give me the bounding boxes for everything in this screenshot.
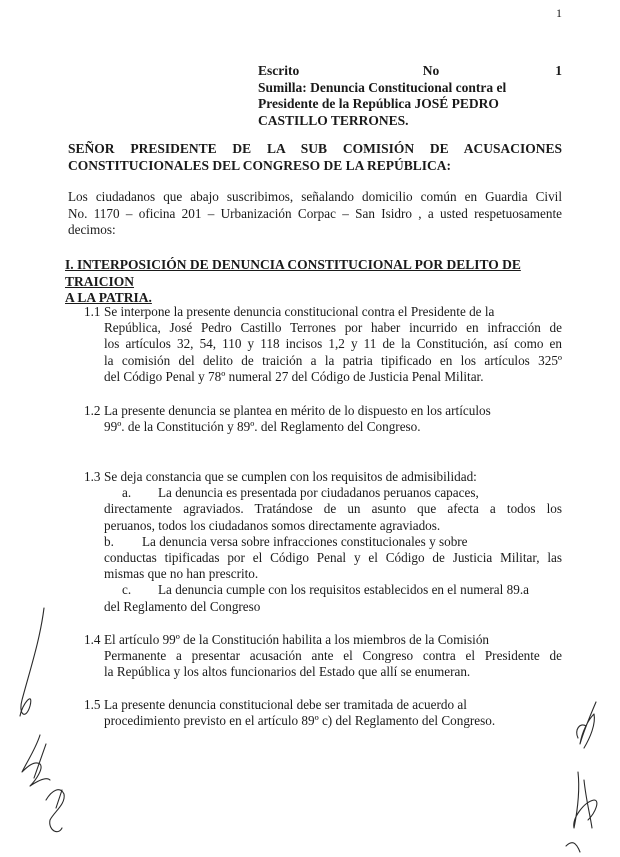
escrito-no-value: 1 <box>555 63 562 78</box>
list-item <box>84 403 562 435</box>
list-item <box>84 632 562 681</box>
item-line: Permanente a presentar acusación ante el Congreso contra el Presidente de <box>104 648 562 664</box>
item-number: 1.4 <box>84 632 101 647</box>
subitem <box>104 485 562 534</box>
summary-line: Sumilla: Denuncia Constitucional contra el <box>258 79 507 95</box>
list-item <box>84 469 562 615</box>
section-title-line: I. INTERPOSICIÓN DE DENUNCIA CONSTITUCIONAL POR DELITO DE TRAICION <box>65 257 521 289</box>
item-line: El artículo 99º de la Constitución habilita a los miembros de la Comisión <box>104 632 490 647</box>
item-line: República, José Pedro Castillo Terrones por haber incurrido en infracción de <box>104 320 562 336</box>
item-number: 1.2 <box>84 403 101 418</box>
intro-line: decimos: <box>68 222 116 237</box>
escrito-no-label: No <box>422 63 440 78</box>
item-line: procedimiento previsto en el artículo 89º c) del Reglamento del Congreso. <box>104 713 496 729</box>
escrito-number-group <box>423 63 562 80</box>
item-line: los artículos 32, 54, 110 y 118 incisos 1,2 y 11 de la Constitución, así como en <box>104 336 562 352</box>
page-number: 1 <box>556 6 562 20</box>
signature-left-5 <box>56 790 62 808</box>
escrito-line <box>258 63 562 80</box>
signature-right-2 <box>577 725 586 738</box>
subitem-letter: c. <box>122 582 132 598</box>
signature-right-5 <box>566 843 580 852</box>
item-number: 1.5 <box>84 697 101 712</box>
signature-left-3 <box>34 744 46 778</box>
subitem-line: La denuncia cumple con los requisitos establecidos en el numeral 89.a <box>158 582 529 598</box>
subitem-line: peruanos, todos los ciudadanos somos directamente agraviados. <box>104 517 441 533</box>
addressee <box>68 141 562 174</box>
item-number: 1.3 <box>84 469 101 484</box>
subitem-line: La denuncia versa sobre infracciones constitucionales y sobre <box>142 533 468 549</box>
intro-line: No. 1170 – oficina 201 – Urbanización Corpac – San Isidro , a usted respetuosamente <box>68 205 562 221</box>
subitem <box>104 534 562 583</box>
item-line: la República y los altos funcionarios del Estado que allí se enumeran. <box>104 664 471 680</box>
item-line: la comisión del delito de traición a la patria tipificado en los artículos 325º <box>104 352 562 368</box>
signature-right-1 <box>580 702 596 748</box>
subitem-letter: a. <box>122 485 132 501</box>
addressee-line: SEÑOR PRESIDENTE DE LA SUB COMISIÓN DE ACUSACIONES <box>68 141 562 156</box>
escrito-label: Escrito <box>258 63 300 78</box>
signature-left-1 <box>20 608 44 716</box>
subitem-letter: b. <box>104 533 114 549</box>
list-item <box>84 304 562 385</box>
signature-right-3 <box>574 772 597 828</box>
intro-paragraph <box>68 189 562 239</box>
subitem <box>104 582 562 614</box>
item-line: Se deja constancia que se cumplen con los requisitos de admisibilidad: <box>104 469 477 484</box>
signature-left-2 <box>22 735 50 786</box>
item-line: 99º. de la Constitución y 89º. del Reglamento del Congreso. <box>104 419 421 435</box>
item-line: del Código Penal y 78º numeral 27 del Código de Justicia Penal Militar. <box>104 368 484 384</box>
list-item <box>84 697 562 729</box>
subitem-line: La denuncia es presentada por ciudadanos peruanos capaces, <box>158 485 479 501</box>
signature-left-4 <box>46 790 64 832</box>
signature-right-4 <box>584 780 592 828</box>
section-title-line: A LA PATRIA. <box>65 290 152 305</box>
item-line: La presente denuncia constitucional debe ser tramitada de acuerdo al <box>104 697 467 712</box>
subitem-line: mismas que no han prescrito. <box>104 566 259 582</box>
summary-line: Presidente de la República JOSÉ PEDRO <box>258 96 499 111</box>
item-line: Se interpone la presente denuncia constitucional contra el Presidente de la <box>104 304 495 319</box>
item-line: La presente denuncia se plantea en mérito de lo dispuesto en los artículos <box>104 403 491 418</box>
summary-line: CASTILLO TERRONES. <box>258 112 409 128</box>
document-header <box>258 63 562 129</box>
item-number: 1.1 <box>84 304 101 319</box>
subitem-line: conductas tipificadas por el Código Penal y el Código de Justicia Militar, las <box>104 550 562 566</box>
subitem-line: directamente agraviados. Tratándose de un asunto que afecta a todos los <box>104 501 562 517</box>
intro-line: Los ciudadanos que abajo suscribimos, señalando domicilio común en Guardia Civil <box>68 189 562 204</box>
section-title <box>65 257 562 307</box>
subitem-line: del Reglamento del Congreso <box>104 598 261 614</box>
addressee-line: CONSTITUCIONALES DEL CONGRESO DE LA REPÚBLICA: <box>68 157 451 173</box>
